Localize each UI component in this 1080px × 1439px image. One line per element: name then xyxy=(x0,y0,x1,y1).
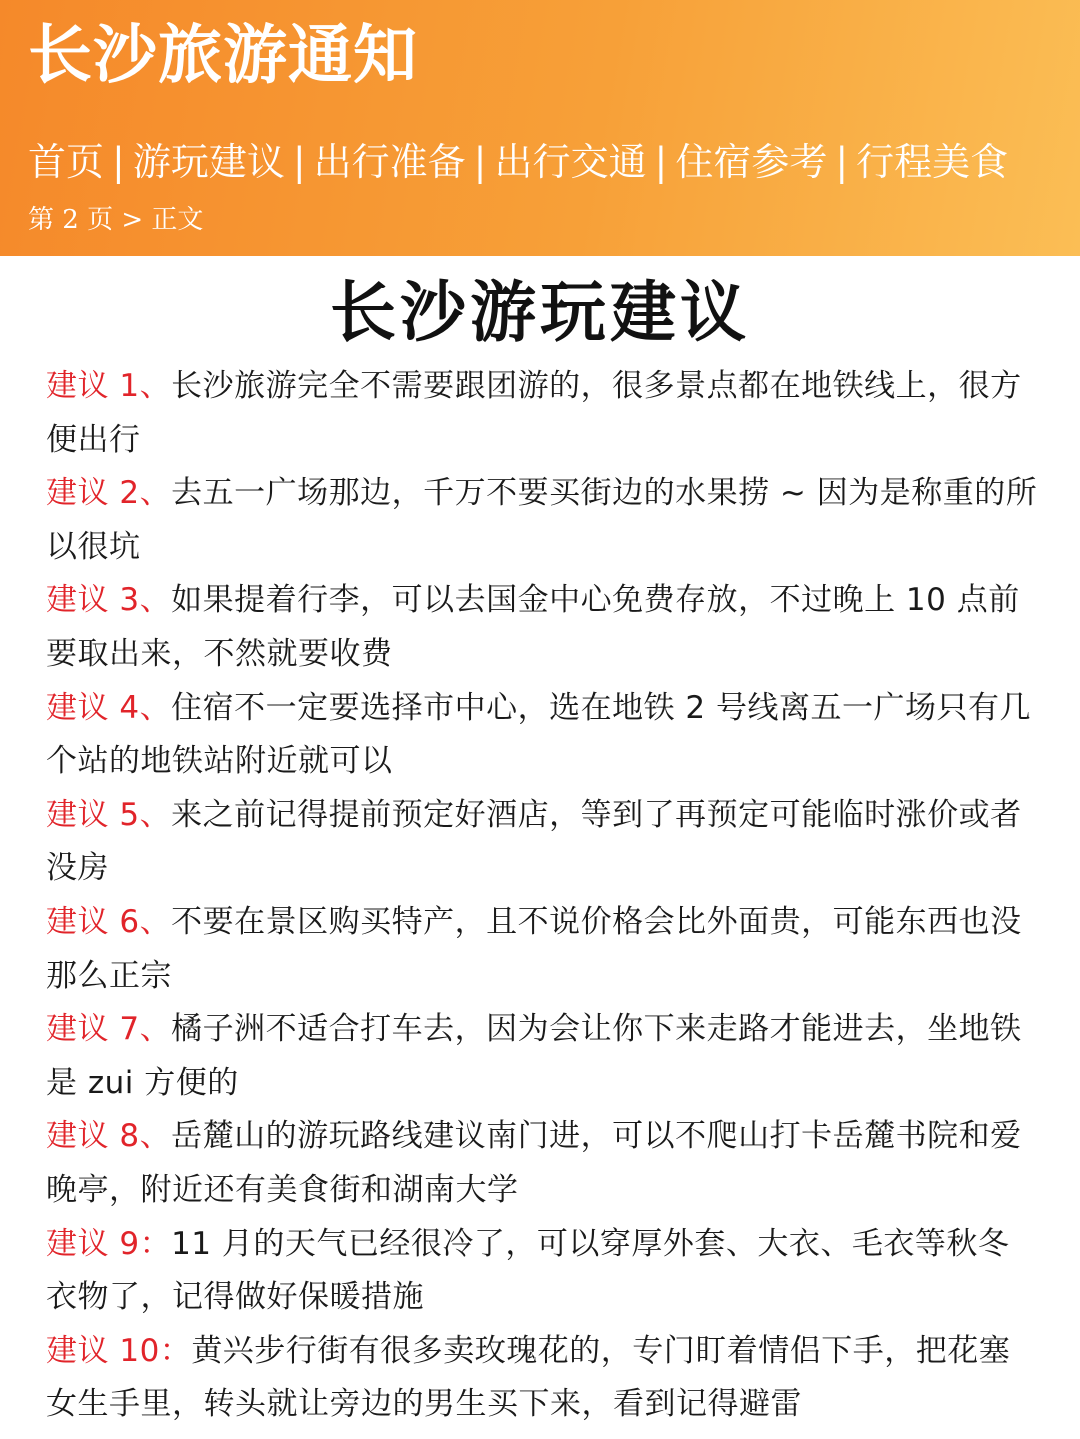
nav-item-tips[interactable]: 游玩建议 xyxy=(132,140,285,184)
article-title: 长沙游玩建议 xyxy=(330,273,750,351)
tip-label: 建议 7、 xyxy=(46,1011,172,1048)
tip-text: 来之前记得提前预定好酒店，等到了再预定可能临时涨价或者没房 xyxy=(46,796,1022,887)
tip-item xyxy=(46,1110,1040,1217)
nav-separator: | xyxy=(292,140,306,184)
tip-text: 11 月的天气已经很冷了，可以穿厚外套、大衣、毛衣等秋冬衣物了，记得做好保暖措施 xyxy=(46,1225,1010,1316)
nav-item-lodging[interactable]: 住宿参考 xyxy=(675,140,828,184)
nav-separator: | xyxy=(473,140,487,184)
site-header xyxy=(0,0,1080,256)
tip-label: 建议 2、 xyxy=(46,475,172,512)
tip-label: 建议 5、 xyxy=(46,796,172,833)
tip-text: 去五一广场那边，千万不要买街边的水果捞 ~ 因为是称重的所以很坑 xyxy=(46,475,1038,565)
tip-text: 岳麓山的游玩路线建议南门进，可以不爬山打卡岳麓书院和爱晚亭，附近还有美食街和湖南大学 xyxy=(46,1118,1022,1208)
tip-label: 建议 10： xyxy=(46,1332,192,1369)
site-title: 长沙旅游通知 xyxy=(28,18,418,93)
tip-item xyxy=(46,682,1040,789)
tip-item xyxy=(46,360,1040,467)
nav-separator: | xyxy=(654,140,668,184)
top-nav xyxy=(28,136,1068,188)
tip-label: 建议 1、 xyxy=(46,368,172,404)
tip-label: 建议 9： xyxy=(46,1225,172,1262)
tip-text: 不要在景区购买特产，且不说价格会比外面贵，可能东西也没那么正宗 xyxy=(46,903,1022,994)
tip-text: 长沙旅游完全不需要跟团游的，很多景点都在地铁线上，很方便出行 xyxy=(46,368,1022,458)
nav-item-transport[interactable]: 出行交通 xyxy=(494,140,647,184)
tip-item xyxy=(46,574,1040,681)
nav-item-home[interactable]: 首页 xyxy=(28,140,105,184)
nav-item-preparation[interactable]: 出行准备 xyxy=(313,140,466,184)
nav-separator: | xyxy=(835,140,849,184)
tip-item xyxy=(46,789,1040,896)
tip-item xyxy=(46,1325,1040,1432)
tip-item xyxy=(46,467,1040,574)
breadcrumb: 第 2 页 > 正文 xyxy=(28,205,204,235)
tip-label: 建议 3、 xyxy=(46,582,172,619)
tip-item xyxy=(46,1003,1040,1110)
nav-item-itinerary-food[interactable]: 行程美食 xyxy=(856,140,1009,184)
tip-label: 建议 6、 xyxy=(46,903,172,940)
tip-text: 橘子洲不适合打车去，因为会让你下来走路才能进去，坐地铁是 zui 方便的 xyxy=(46,1011,1022,1101)
tip-text: 住宿不一定要选择市中心，选在地铁 2 号线离五一广场只有几个站的地铁站附近就可以 xyxy=(46,689,1032,780)
tip-text: 黄兴步行街有很多卖玫瑰花的，专门盯着情侣下手，把花塞女生手里，转头就让旁边的男生买下来，看到记得避雷 xyxy=(46,1332,1011,1423)
tip-label: 建议 4、 xyxy=(46,689,172,726)
tip-label: 建议 8、 xyxy=(46,1118,172,1155)
nav-separator: | xyxy=(112,140,125,184)
tip-text: 如果提着行李，可以去国金中心免费存放，不过晚上 10 点前要取出来，不然就要收费 xyxy=(46,582,1020,672)
tips-list xyxy=(0,360,1080,1432)
tip-item xyxy=(46,1218,1040,1325)
tip-item xyxy=(46,896,1040,1003)
